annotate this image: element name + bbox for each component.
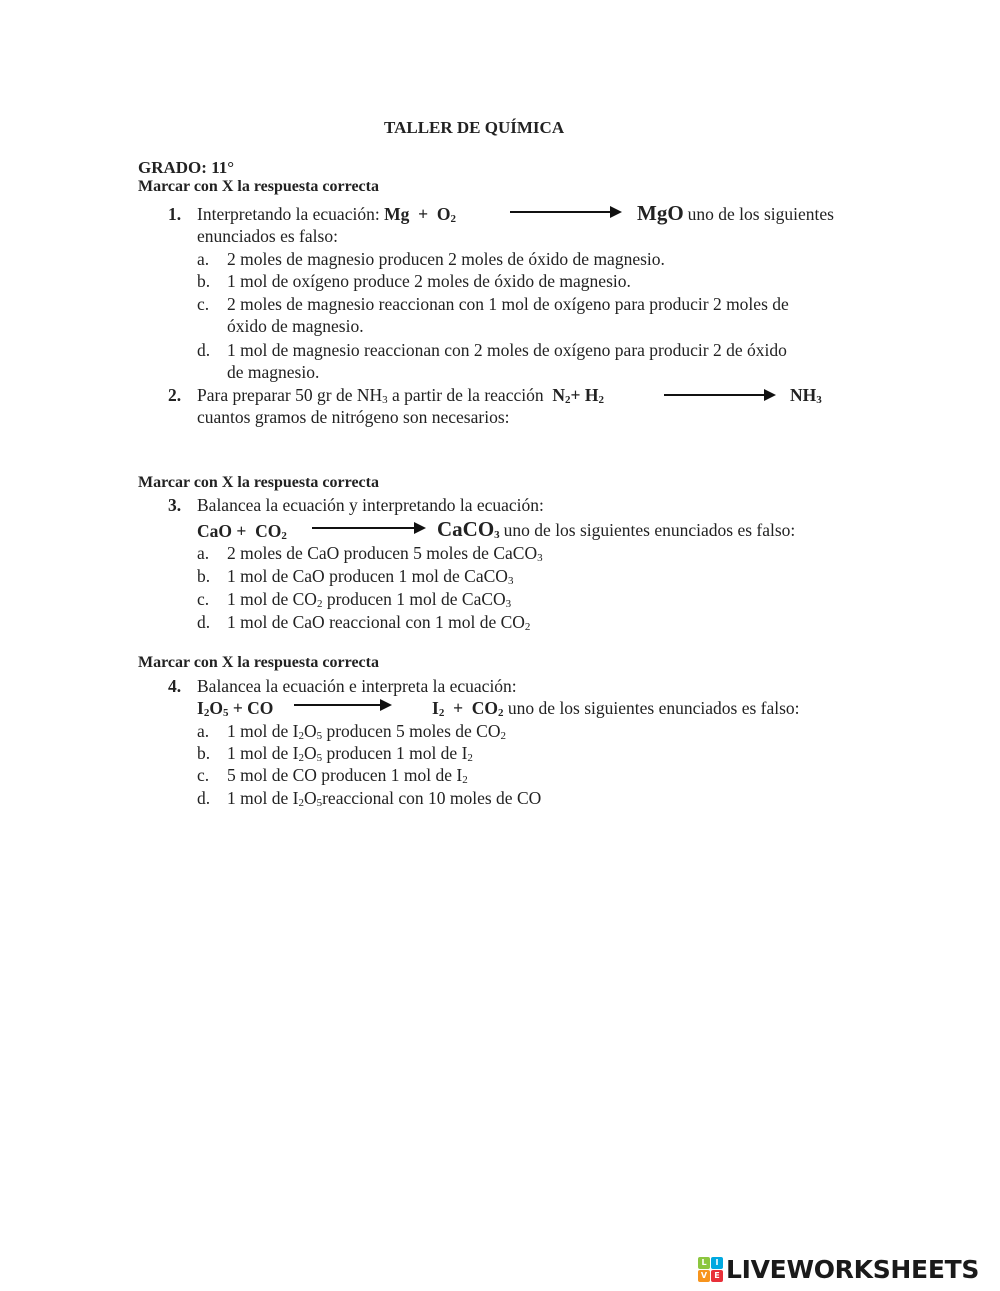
q3-option-d-letter: d. <box>197 612 211 632</box>
q1-lead-line2: enunciados es falso: <box>197 226 338 246</box>
q4-option-d-letter: d. <box>197 788 211 808</box>
instruction-3: Marcar con X la respuesta correcta <box>138 474 379 491</box>
q4-option-c: 5 mol de CO producen 1 mol de $I_2$ <box>227 765 468 786</box>
q4-reactants: $I_2O_5$ + CO <box>197 698 274 719</box>
q4-option-a: 1 mol de $I_2O_5$ producen 5 moles de $CO_2$ <box>227 721 506 742</box>
q4-option-d: 1 mol de $I_2O_5reaccional$ con 10 moles de CO <box>227 788 542 809</box>
q2-reaction-arrow <box>664 389 776 401</box>
q2-lead-line2: cuantos gramos de nitrógeno son necesarios: <box>197 407 510 427</box>
grade-label: GRADO: 11° <box>138 158 235 177</box>
q3-option-b: 1 mol de CaO producen 1 mol de CaCO$_3$ <box>227 566 514 587</box>
q2-number: 2. <box>168 385 182 405</box>
q4-option-c-letter: c. <box>197 765 210 785</box>
q4-product-line: $I_2 + CO_2$ uno de los siguientes enunciados es falso: <box>432 698 800 719</box>
liveworksheets-badge-icon <box>698 1257 724 1283</box>
q4-reaction-arrow <box>294 699 392 711</box>
q3-number: 3. <box>168 495 182 515</box>
q3-option-a: 2 moles de CaO producen 5 moles de CaCO$_3$ <box>227 543 543 564</box>
q2-lead: Para preparar 50 gr de $NH_3$ a partir de la reacción $N_2+ H_2$ <box>197 385 604 406</box>
q4-lead: Balancea la ecuación e interpreta la ecuación: <box>197 676 517 696</box>
q2-product: $NH_3$ <box>790 385 822 406</box>
q1-option-c-line2: óxido de magnesio. <box>227 316 364 336</box>
badge-letter-e: E <box>711 1270 723 1282</box>
q1-lead: Interpretando la ecuación: $Mg + O_2$ <box>197 204 456 225</box>
q1-option-a-letter: a. <box>197 249 210 269</box>
page-title: TALLER DE QUÍMICA <box>384 118 565 137</box>
q1-option-d-letter: d. <box>197 340 211 360</box>
q4-option-b-letter: b. <box>197 743 211 763</box>
instruction-1: Marcar con X la respuesta correcta <box>138 178 379 195</box>
q1-product-line: MgO uno de los siguientes <box>637 201 834 225</box>
q3-lead: Balancea la ecuación y interpretando la ecuación: <box>197 495 544 515</box>
q4-option-b: 1 mol de $I_2O_5$ producen 1 mol de $I_2$ <box>227 743 473 764</box>
q1-option-c: 2 moles de magnesio reaccionan con 1 mol de oxígeno para producir 2 moles de <box>227 294 789 314</box>
q3-option-c: 1 mol de $CO_2$ producen 1 mol de CaCO$_3$ <box>227 589 512 610</box>
liveworksheets-wordmark: LIVEWORKSHEETS <box>726 1255 980 1284</box>
q3-reactants: CaO + $CO_2$ <box>197 521 287 542</box>
q1-option-d: 1 mol de magnesio reaccionan con 2 moles de oxígeno para producir 2 de óxido <box>227 340 787 360</box>
q1-option-a: 2 moles de magnesio producen 2 moles de óxido de magnesio. <box>227 249 665 269</box>
q3-product-line: CaCO$_3$ uno de los siguientes enunciados es falso: <box>437 517 796 541</box>
instruction-4: Marcar con X la respuesta correcta <box>138 654 379 671</box>
badge-letter-l: L <box>698 1257 710 1269</box>
q1-option-d-line2: de magnesio. <box>227 362 320 382</box>
q3-option-b-letter: b. <box>197 566 211 586</box>
q4-number: 4. <box>168 676 182 696</box>
q3-option-d: 1 mol de CaO reaccional con 1 mol de $CO_2$ <box>227 612 531 633</box>
q1-option-b: 1 mol de oxígeno produce 2 moles de óxido de magnesio. <box>227 271 631 291</box>
q4-option-a-letter: a. <box>197 721 210 741</box>
q1-option-c-letter: c. <box>197 294 210 314</box>
q1-option-b-letter: b. <box>197 271 211 291</box>
q1-number: 1. <box>168 204 182 224</box>
q3-option-a-letter: a. <box>197 543 210 563</box>
q3-option-c-letter: c. <box>197 589 210 609</box>
badge-letter-i: I <box>711 1257 723 1269</box>
q1-reaction-arrow <box>510 206 622 218</box>
q3-reaction-arrow <box>312 522 426 534</box>
badge-letter-v: V <box>698 1270 710 1282</box>
